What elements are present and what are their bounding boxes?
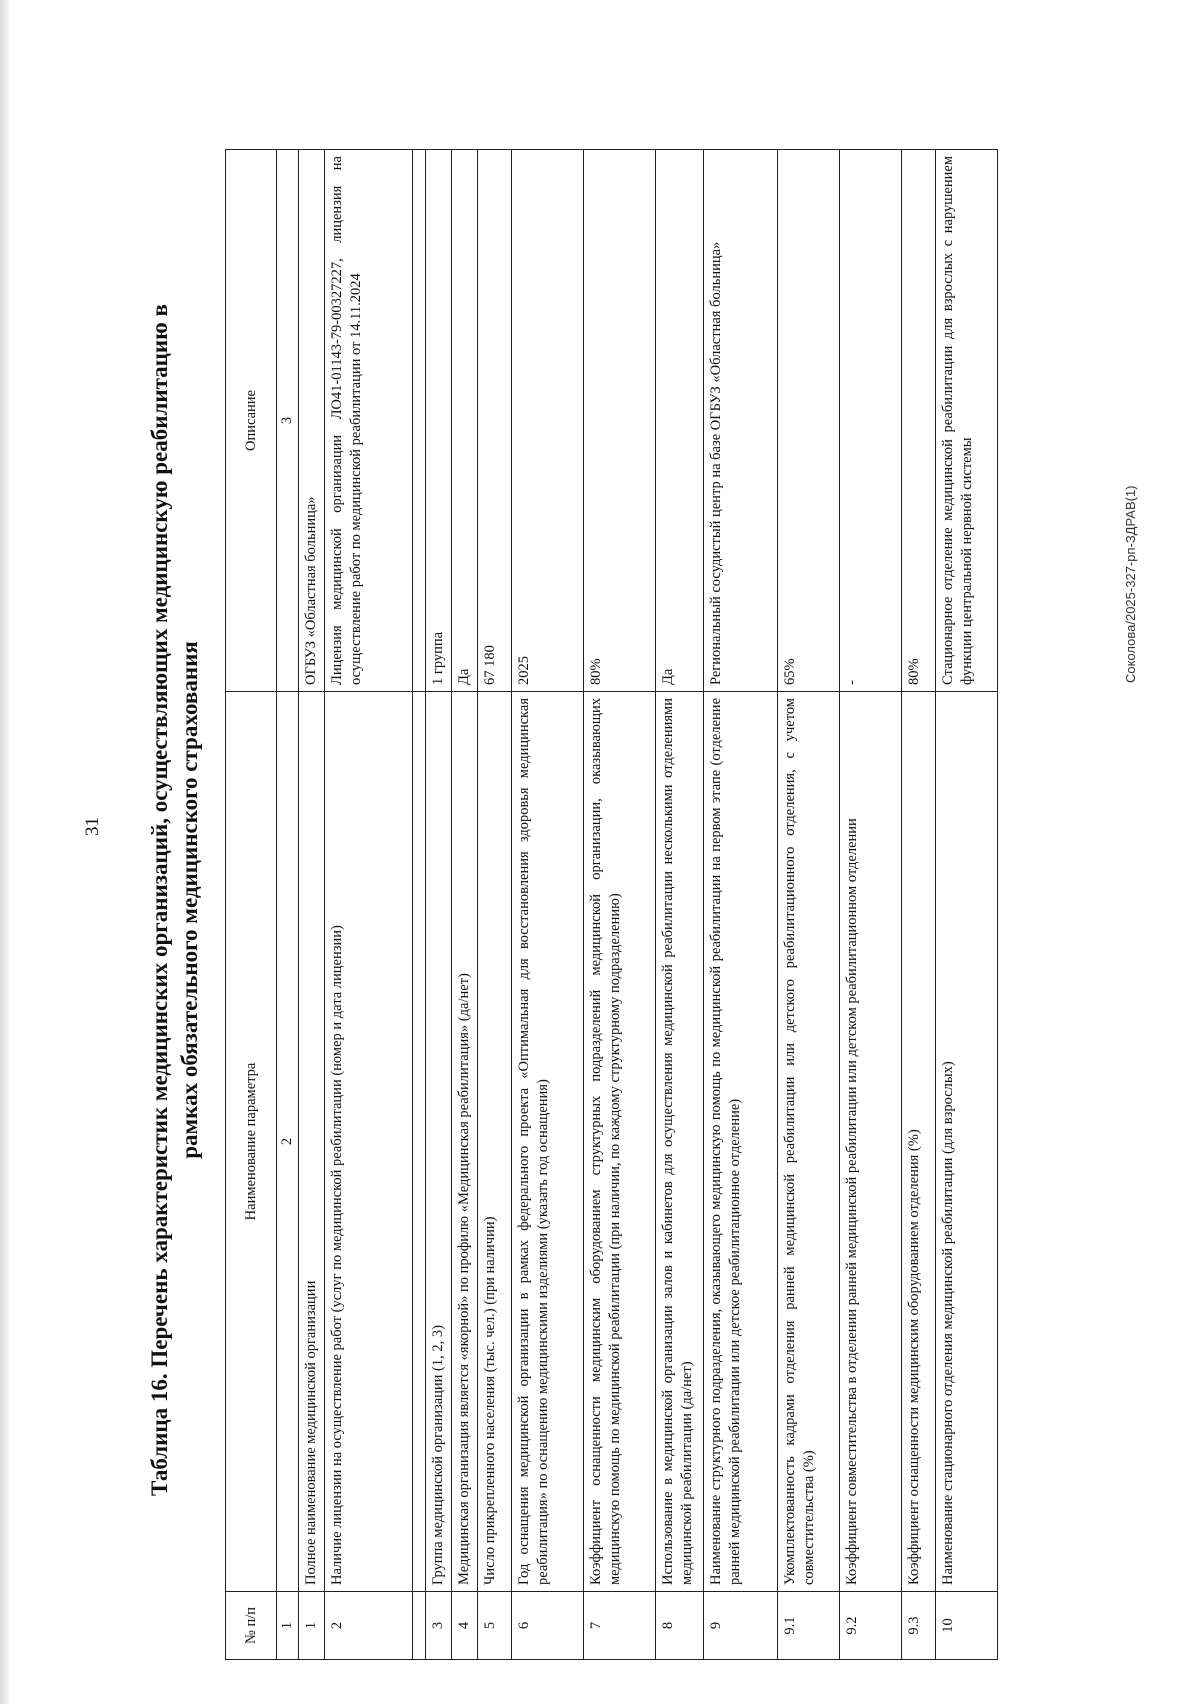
table-row <box>704 150 778 1660</box>
row-number: 8 <box>656 1592 704 1660</box>
table-title-line-1: Таблица 16. Перечень характеристик медицинских организаций, осуществляющих медицинскую реабилитацию в <box>147 304 172 1496</box>
row-number: 2 <box>325 1592 413 1660</box>
table-row <box>840 150 902 1660</box>
row-number: 10 <box>936 1592 998 1660</box>
table-row <box>936 150 998 1660</box>
rotated-content <box>145 140 1045 1660</box>
row-number: 9.3 <box>902 1592 936 1660</box>
row-number: 9.2 <box>840 1592 902 1660</box>
parameter-description: 2025 <box>512 150 584 692</box>
document-code: Соколова/2025-327-рп-ЗДРАВ(1) <box>1123 485 1138 683</box>
table-header-row <box>226 150 277 1660</box>
table-title <box>145 140 205 1660</box>
page-number: 31 <box>82 817 103 836</box>
table-row <box>413 150 426 1660</box>
row-number: 7 <box>584 1592 656 1660</box>
parameter-description: ОГБУЗ «Областная больница» <box>299 150 325 692</box>
parameter-description: Да <box>452 150 478 692</box>
row-number: 3 <box>426 1592 452 1660</box>
parameter-description: Региональный сосудистый центр на базе ОГБУЗ «Областная больница» <box>704 150 778 692</box>
table-title-line-2: рамках обязательного медицинского страхования <box>177 641 202 1159</box>
row-number: 5 <box>478 1592 512 1660</box>
parameter-name <box>413 692 426 1592</box>
parameter-description: 67 180 <box>478 150 512 692</box>
parameter-name: Наименование стационарного отделения медицинской реабилитации (для взрослых) <box>936 692 998 1592</box>
parameter-description: - <box>840 150 902 692</box>
row-number: 1 <box>299 1592 325 1660</box>
table-row <box>452 150 478 1660</box>
table-row <box>512 150 584 1660</box>
parameter-description: 80% <box>902 150 936 692</box>
scan-edge <box>0 0 9 1704</box>
parameter-name: Группа медицинской организации (1, 2, 3) <box>426 692 452 1592</box>
parameter-name: Коэффициент оснащенности медицинским оборудованием структурных подразделений медицинской организации, оказывающих медицинскую помощь по медицинской реабилитации (при наличии, по каждому структурному подразделению) <box>584 692 656 1592</box>
row-number: 9 <box>704 1592 778 1660</box>
parameter-name: Коэффициент оснащенности медицинским оборудованием отделения (%) <box>902 692 936 1592</box>
table-row <box>325 150 413 1660</box>
row-number: 9.1 <box>778 1592 840 1660</box>
parameter-name: Медицинская организация является «якорной» по профилю «Медицинская реабилитация» (да/нет) <box>452 692 478 1592</box>
parameter-name: Наличие лицензии на осуществление работ (услуг по медицинской реабилитации (номер и дата лицензии) <box>325 692 413 1592</box>
parameter-description: Да <box>656 150 704 692</box>
table-row <box>426 150 452 1660</box>
parameter-description <box>413 150 426 692</box>
parameter-description: Лицензия медицинской организации ЛО41-01143-79-00327227, лицензия на осуществление работ по медицинской реабилитации от 14.11.2024 <box>325 150 413 692</box>
table-row <box>299 150 325 1660</box>
column-index: 1 <box>277 1592 299 1660</box>
parameter-name: Полное наименование медицинской организации <box>299 692 325 1592</box>
parameter-description: 1 группа <box>426 150 452 692</box>
row-number: 4 <box>452 1592 478 1660</box>
parameter-description: 65% <box>778 150 840 692</box>
parameter-name: Использование в медицинской организации залов и кабинетов для осуществления медицинской реабилитации несколькими отделениями медицинской реабилитации (да/нет) <box>656 692 704 1592</box>
table-row <box>778 150 840 1660</box>
parameter-description: 80% <box>584 150 656 692</box>
column-index-row <box>277 150 299 1660</box>
table-row <box>584 150 656 1660</box>
column-index: 3 <box>277 150 299 692</box>
parameters-table <box>225 149 998 1660</box>
row-number <box>413 1592 426 1660</box>
row-number: 6 <box>512 1592 584 1660</box>
parameter-name: Число прикрепленного населения (тыс. чел.) (при наличии) <box>478 692 512 1592</box>
table-row <box>478 150 512 1660</box>
parameter-name: Коэффициент совместительства в отделении ранней медицинской реабилитации или детском реабилитационном отделении <box>840 692 902 1592</box>
header-number: № п/п <box>226 1592 277 1660</box>
header-parameter-name: Наименование параметра <box>226 692 277 1592</box>
header-description: Описание <box>226 150 277 692</box>
table-row <box>902 150 936 1660</box>
parameter-name: Укомплектованность кадрами отделения ранней медицинской реабилитации или детского реабилитационного отделения, с учетом совместительства (%) <box>778 692 840 1592</box>
parameter-name: Наименование структурного подразделения, оказывающего медицинскую помощь по медицинской реабилитации на первом этапе (отделение ранней медицинской реабилитации или детское реабилитационное отделение) <box>704 692 778 1592</box>
parameter-description: Стационарное отделение медицинской реабилитации для взрослых с нарушением функции центральной нервной системы <box>936 150 998 692</box>
column-index: 2 <box>277 692 299 1592</box>
parameter-name: Год оснащения медицинской организации в рамках федерального проекта «Оптимальная для восстановления здоровья медицинская реабилитация» по оснащению медицинскими изделиями (указать год оснащения) <box>512 692 584 1592</box>
table-row <box>656 150 704 1660</box>
